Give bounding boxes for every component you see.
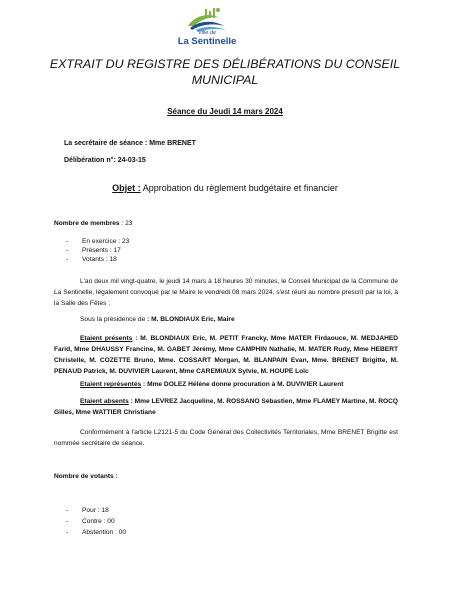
conformement-paragraph: Conformément à l'article L2121-5 du Code Général des Collectivités Territoriales, Mme BRENET Brigitte est nommée secrétaire de séance. <box>54 429 398 447</box>
membres-item: En exercice : 23 <box>82 238 130 245</box>
presidence-line <box>80 316 235 323</box>
dash-marker: - <box>66 256 69 263</box>
secretaire-line: La secrétaire de séance : Mme BRENET <box>64 140 196 147</box>
membres-label: Nombre de membres <box>54 220 120 227</box>
membres-item: Présents : 17 <box>82 247 121 254</box>
absents-label: Etaient absents <box>80 398 129 405</box>
presents-text: : M. BLONDIAUX Eric, M. PETIT Francky, Mme MATER Firdaouce, M. MEDJAHED Farid, Mme DHAUSSY Francine, M. GABET Jérémy, Mme CAMPHIN Nathalie, M. MATER Rudy, Mme HEBERT Christelle, M. COZETTE Bruno, Mme. COSSART Morgan, M. BLANPAIN Evan, Mme. BRENET Brigitte, M. PENAUD Patrick, M. DUVIVIER Laurent, Mme CAREMIAUX Sylvie, M. HOUPE Loïc <box>54 335 398 375</box>
dash-marker: - <box>66 518 69 525</box>
objet-text: Approbation du règlement budgétaire et financier <box>142 183 338 193</box>
objet-line <box>0 183 450 193</box>
town-logo <box>174 6 240 46</box>
dash-marker: - <box>66 507 69 514</box>
absents-paragraph <box>54 396 398 418</box>
membres-item: Votants : 18 <box>82 256 117 263</box>
deliberation-number: Délibération n°: 24-03-15 <box>64 157 146 164</box>
membres-value: : 23 <box>121 220 133 227</box>
presents-label: Etaient présents <box>80 335 133 342</box>
dash-marker: - <box>66 238 69 245</box>
presents-paragraph <box>54 333 398 377</box>
document-title: EXTRAIT DU REGISTRE DES DÉLIBÉRATIONS DU CONSEIL MUNICIPAL <box>49 57 401 87</box>
presidence-value: : M. BLONDIAUX Eric, Maire <box>147 316 235 323</box>
seance-date: Séance du Jeudi 14 mars 2024 <box>167 107 283 116</box>
dash-marker: - <box>66 247 69 254</box>
representes-text: : Mme DOLEZ Hélène donne procuration à M. DUVIVIER Laurent <box>143 381 344 388</box>
absents-text: : Mme LEVREZ Jacqueline, M. ROSSANO Sébastien, Mme FLAMEY Martine, M. ROCQ Gilles, Mme WATTIER Christiane <box>54 398 398 416</box>
logo-emblem-icon <box>174 6 240 32</box>
votants-item: Abstention : 00 <box>82 529 126 536</box>
dash-marker: - <box>66 529 69 536</box>
presidence-label: Sous la présidence de <box>80 316 146 323</box>
votants-item: Pour : 18 <box>82 507 109 514</box>
representes-line <box>80 381 343 388</box>
representes-label: Etaient représentés <box>80 381 142 388</box>
votants-item: Contre : 00 <box>82 518 115 525</box>
logo-subtitle: Ville de <box>198 30 216 36</box>
logo-town-name: La Sentinelle <box>177 36 237 47</box>
intro-paragraph: L'an deux mil vingt-quatre, le jeudi 14 mars à 18 heures 30 minutes, le Conseil Municipal de la Commune de La Sentinelle, légalement convoqué par le Maire le vendredi 08 mars 2024, s'est réuni au nombre prescrit par la loi, à la Salle des Fêtes ; <box>54 278 398 307</box>
membres-line <box>54 220 132 227</box>
votants-label: Nombre de votants : <box>54 473 118 480</box>
objet-label: Objet : <box>112 183 141 193</box>
